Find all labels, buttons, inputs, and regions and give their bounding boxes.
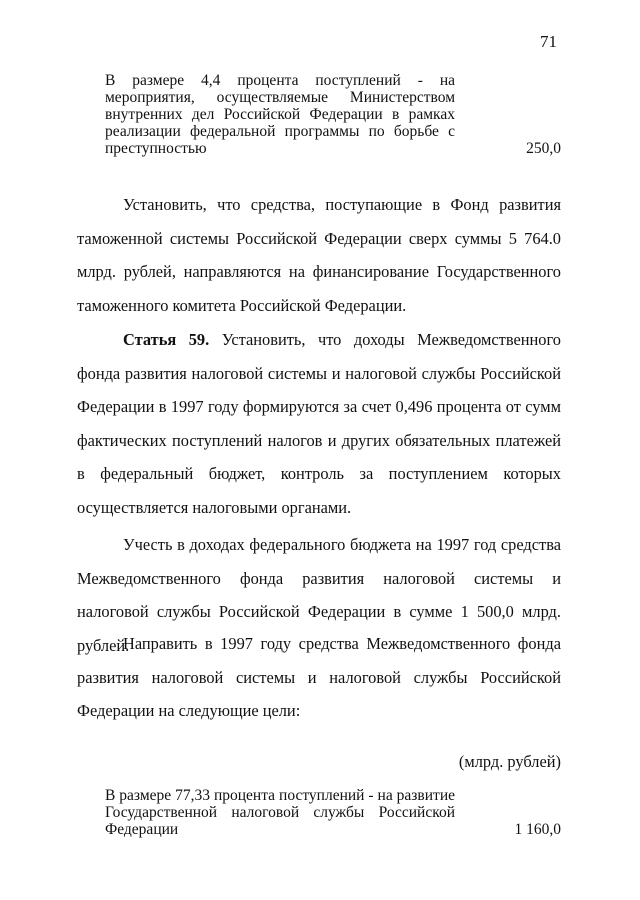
budget-item-mvd — [105, 72, 561, 157]
units-label: (млрд. рублей) — [458, 752, 561, 771]
budget-item-value: 1 160,0 — [514, 821, 561, 838]
paragraph-customs-fund: Установить, что средства, поступающие в Фонд развития таможенной системы Российской Федерации сверх суммы 5 764.0 млрд. рублей, направляются на финансирование Государственного таможенного комитета Российской Федерации. — [77, 195, 561, 315]
budget-item-text: В размере 77,33 процента поступлений - на развитие Государственной налоговой службы Российской Федерации — [105, 787, 455, 838]
article-heading: Статья 59. — [123, 330, 210, 349]
budget-item-tax-service — [105, 787, 561, 838]
paragraph-allocation: Направить в 1997 году средства Межведомственного фонда развития налоговой системы и налоговой службы Российской Федерации на следующие цели: — [77, 634, 561, 720]
page-number: 71 — [540, 32, 557, 51]
budget-item-value: 250,0 — [526, 140, 561, 157]
budget-item-text: В размере 4,4 процента поступлений - на мероприятия, осуществляемые Министерством внутренних дел Российской Федерации в рамках реализации федеральной программы по борьбе с преступностью — [105, 72, 455, 157]
paragraph-revenue: Учесть в доходах федерального бюджета на 1997 год средства Межведомственного фонда развития налоговой системы и налоговой службы Российской Федерации в сумме 1 500,0 млрд. рублей. — [77, 535, 561, 655]
article-body: Установить, что доходы Межведомственного фонда развития налоговой системы и налоговой службы Российской Федерации в 1997 году формируются за счет 0,496 процента от сумм фактических поступлений налогов и других обязательных платежей в федеральный бюджет, контроль за поступлением которых осуществляется налоговыми органами. — [77, 330, 561, 517]
paragraph-article-59 — [77, 323, 561, 524]
